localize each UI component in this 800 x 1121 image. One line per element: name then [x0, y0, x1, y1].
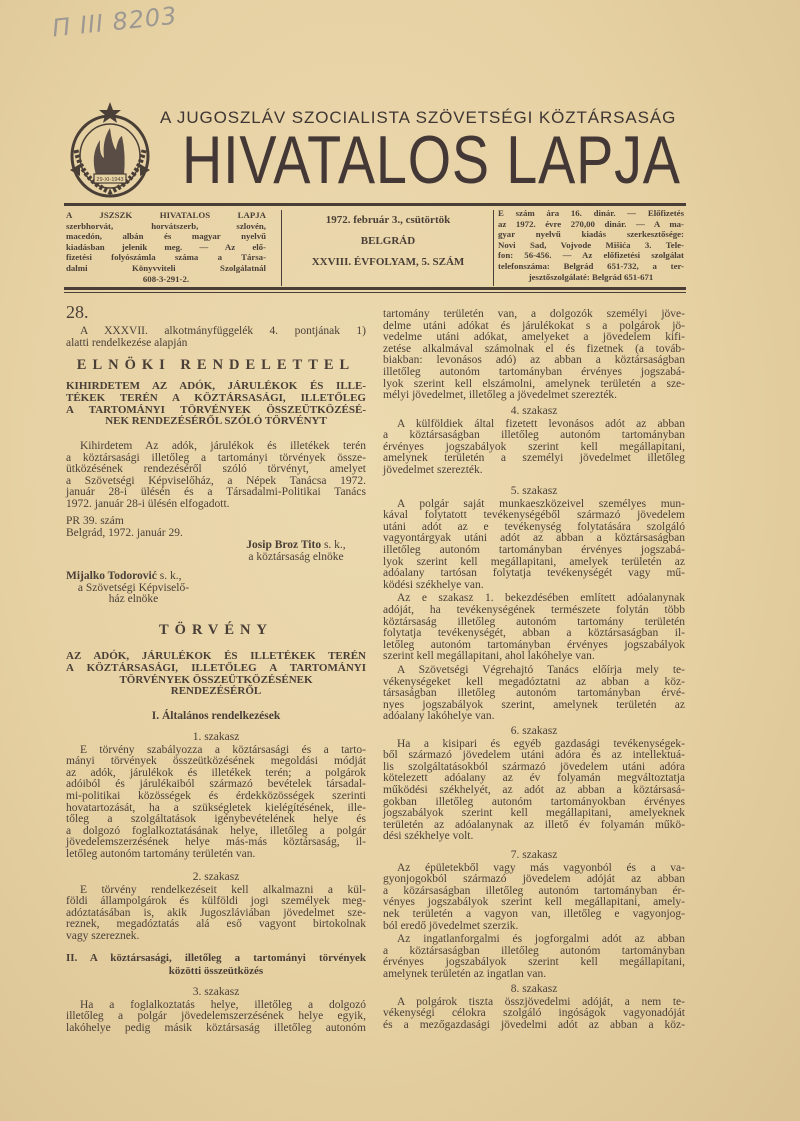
text-line: a Szövetségi Képviselőház, a Népek Tanácsa 1972. — [66, 474, 366, 487]
section-3-continuation — [383, 309, 685, 402]
section-heading: 1. szakasz — [192, 731, 240, 743]
text-line: a közársaságban illetőleg autonóm tartományban ér- — [383, 884, 685, 897]
text-line: ütközésének rendezéséről szóló törvényt, amelyet — [66, 463, 366, 476]
text-line: letőleg autonóm tartomány területén van. — [66, 847, 256, 860]
text-line: TÉKEK TERÉN A KÖZTÁRSASÁGI, ILLETŐLEG — [66, 391, 366, 404]
text-line: jogszabályok szerint kell megállapitani, amelyeknek — [383, 807, 685, 820]
text-line: A JSZSZK HIVATALOS LAPJA — [66, 210, 266, 220]
text-line: szerbhorvát, horvátszerb, szlovén, — [66, 220, 266, 231]
text-line: vékenységeket kell megadóztatni az abban a köz- — [383, 675, 685, 688]
text-line: E törvény szabályozza a köztársasági és a tarto- — [80, 743, 366, 756]
part-1-heading: I. Általános rendelkezések — [151, 710, 281, 722]
text-line: utáni adót az e tevékenység folytatására szolgáló — [383, 520, 685, 533]
proclamation-paragraph — [66, 441, 366, 511]
text-line: társaságban illetőleg autonóm tartományban érvé- — [383, 687, 685, 700]
text-line: ből származó jövedelem utáni adóra és az intellektuá- — [383, 749, 685, 762]
text-line: Novi Sad, Vojvode Mišića 3. Tele- — [498, 239, 684, 250]
text-line: működési székhelyét, az adót az abban a köztársasá- — [383, 783, 685, 796]
section-text — [383, 593, 685, 663]
text-line: Belgrád, 1972. január 29. — [66, 526, 183, 539]
info-box-bottom-thin-rule — [64, 292, 686, 293]
state-emblem-icon — [66, 100, 154, 200]
text-line: területén az adóalanynak az illető év folyamán műkö- — [383, 818, 685, 831]
text-line: E szám ára 16. dinár. — Előfizetés — [498, 208, 684, 218]
section-7 — [383, 850, 685, 981]
text-line: vényes jogszabályok szerint kell megállapitani, amely- — [383, 896, 685, 909]
section-text — [66, 1000, 366, 1035]
text-line: ködési székhelye van. — [383, 578, 484, 591]
section-heading: 6. szakasz — [510, 725, 558, 737]
text-line: biakban: levonásos adó) az abban a köztársaságban — [383, 354, 685, 367]
text-line: gyonjogokból származó jövedelem adóját az abban — [383, 873, 685, 886]
text-line: gyar nyelvű kiadás szerkesztősége: — [498, 229, 684, 240]
text-line: a Szövetségi Képviselő- — [77, 581, 190, 594]
text-line: kával folytatott tevékenységéből származó jövedelem — [383, 509, 685, 522]
text-line: A Szövetségi Végrehajtó Tanács előírja mely te- — [397, 663, 685, 676]
signatory-name: Mijalko Todorović — [66, 570, 157, 582]
text-line: szerint kell megállapitani, ahol lakóhelye van. — [383, 650, 595, 663]
text-line: NEK RENDEZÉSÉRŐL SZÓLÓ TÖRVÉNYT — [105, 415, 327, 428]
signature-assembly-president — [66, 571, 201, 606]
text-line: a köztársasági illetőleg a tartományi törvények össze- — [66, 451, 366, 464]
text-line: jövedelemszerzésének helye más-más köztársaság, il- — [66, 836, 366, 849]
text-line: A KÖZTÁRSASÁGI, ILLETŐLEG A TARTOMÁNYI — [66, 661, 366, 674]
handwritten-archive-note: Π III 8203 — [50, 1, 179, 43]
text-line: letőleg autonóm tartományban érvényes jogszabályok — [383, 638, 685, 651]
text-line: a köztársaságban illetőleg autonóm tartományban — [383, 944, 685, 957]
text-line: közötti összeütközés — [168, 964, 264, 977]
text-line: lis szolgáltatásokból származó jövedelem utáni adóra — [383, 760, 685, 773]
text-line: folytatja tevékenységét, abban a köztársaságban il- — [383, 627, 685, 640]
text-line: E törvény rendelkezéseit kell alkalmazni a kül- — [80, 883, 366, 896]
text-line: ház elnöke — [108, 593, 159, 606]
text-line: II. A köztársasági, illetőleg a tartományi törvények — [66, 952, 366, 964]
text-line: január 28-i ülésén és a Társadalmi-Politikai Tanács — [66, 486, 366, 499]
text-line: BELGRÁD — [360, 235, 416, 247]
text-line: adóalany lakóhelye van. — [383, 710, 495, 723]
text-line: fizetési folyószámla száma a Társa- — [66, 252, 266, 263]
signatory-suffix: s. k., — [321, 539, 346, 551]
section-text — [66, 885, 366, 943]
signatory-title: a köztársaság elnöke — [248, 550, 344, 563]
signature-president — [230, 540, 362, 563]
section-text — [383, 997, 685, 1032]
text-line: 608-3-291-2. — [142, 273, 190, 284]
text-line: reznek, megadóztatás alá eső vagyont birtokolnak — [66, 918, 366, 931]
text-line: fon: 56-456. — Az előfizetési szolgálat — [498, 250, 684, 261]
text-line: telefonszáma: Belgrád 651-732, a ter- — [498, 260, 684, 271]
text-line: amelynek területén az ingatlan van. — [383, 967, 547, 980]
text-line: mányi törvények összeütközésének megoldási módját — [66, 755, 366, 768]
law-heading: TÖRVÉNY — [159, 622, 273, 638]
section-heading: 7. szakasz — [510, 849, 558, 861]
text-line: jesztőszolgálaté: Belgrád 651-671 — [528, 271, 654, 282]
text-line: A XXXVII. alkotmányfüggelék 4. pontjának 1) — [80, 325, 366, 337]
text-line: adóztatásában is, akik Jugoszláviában jövedelmet sze- — [66, 906, 366, 919]
info-box-divider — [493, 210, 494, 286]
info-box-bottom-rule — [64, 287, 686, 290]
text-line: ból eredő jövedelmet szerzik. — [383, 919, 519, 932]
text-line: RENDEZÉSÉRŐL — [170, 685, 262, 698]
decree-title — [66, 381, 366, 428]
text-line: A külföldiek által fizetett levonásos adót az abban — [397, 417, 685, 430]
info-box-top-rule — [64, 203, 686, 206]
section-heading: 8. szakasz — [510, 983, 558, 995]
text-line: amelynek területén a személyi jövedelmet illetőleg — [383, 452, 685, 465]
text-line: 1972. január 28-i ülésén elfogadott. — [66, 497, 230, 510]
text-line: a köztársaságban illetőleg autonóm tartományban — [383, 429, 685, 442]
text-line: KIHIRDETEM AZ ADÓK, JÁRULÉKOK ÉS ILLE- — [66, 380, 366, 392]
masthead-subtitle: A JUGOSZLÁV SZOCIALISTA SZÖVETSÉGI KÖZTÁRSASÁG — [160, 108, 677, 127]
text-line: adóiból és járulékaiból származó bevételek társadal- — [66, 778, 366, 791]
text-line: lyok szerint kell elszámolni, amelynek területén a sze- — [383, 377, 685, 390]
text-line: illetőleg autonóm tartományban érvényes jogszabá- — [383, 543, 685, 556]
text-line: dalmi Könyvviteli Szolgálatnál — [66, 262, 266, 273]
text-line: Kihirdetem Az adók, járulékok és illetékek terén — [80, 440, 366, 452]
text-line: XXVIII. ÉVFOLYAM, 5. SZÁM — [311, 256, 465, 268]
text-line: illetőleg a polgár jövedelemszerzésének helye egyik, — [66, 1010, 366, 1023]
section-text — [383, 934, 685, 980]
info-box-divider — [281, 210, 282, 286]
text-line: és a mezőgazdasági jövedelmi adót az abban a köz- — [383, 1018, 685, 1031]
text-line: a dolgozó foglalkoztatásának helye, illetőleg a polgár — [66, 824, 366, 837]
signatory-title — [66, 583, 201, 606]
text-line: zetése alkalmával számolnak el és fizetnek (a továb- — [383, 342, 685, 355]
section-heading: 3. szakasz — [192, 986, 240, 998]
text-line: TÖRVÉNYEK ÖSSZEÜTKÖZÉSÉNEK — [119, 673, 313, 686]
text-line: köztársaság illetőleg autonóm tartomány területén — [383, 615, 685, 628]
text-line: alatti rendelkezése alapján — [66, 336, 188, 349]
text-line: kiadásban jelenik meg. — Az elő- — [66, 241, 266, 252]
text-line: delme utáni adókat és járulékokat s a polgárok jö- — [383, 319, 685, 332]
text-line: 1972. február 3., csütörtök — [325, 214, 451, 226]
text-line: A polgárok tiszta összjövedelmi adóját, a nem te- — [397, 995, 685, 1008]
section-heading: 4. szakasz — [510, 405, 558, 417]
text-line: vékenységi célokra szolgáló ingóságok vagyonadóját — [383, 1007, 685, 1020]
text-line: illetőleg autonóm tartományban érvényes jogszabá- — [383, 365, 685, 378]
decree-reference — [66, 516, 366, 539]
text-line: AZ ADÓK, JÁRULÉKOK ÉS ILLETÉKEK TERÉN — [66, 650, 366, 662]
text-line: földi állampolgárok és külföldi jogi személyek meg- — [66, 895, 366, 908]
section-text — [383, 419, 685, 477]
text-line: gokban illetőleg autonóm tartományokban érvényes — [383, 795, 685, 808]
text-line: kötelezett adóalany az év folyamán megváltoztatja — [383, 772, 685, 785]
text-line: PR 39. szám — [66, 515, 124, 527]
text-line: az 1972. évre 270,00 dinár. — A ma- — [498, 218, 684, 229]
text-line: tőleg a szolgáltatások igénybevételének helye és — [66, 813, 366, 826]
text-line: vagyontárgyak utáni adót az abban a köztársaságban — [383, 532, 685, 545]
section-text — [383, 739, 685, 843]
emblem-date: 29-XI-1943 — [96, 177, 124, 183]
section-5 — [383, 486, 685, 723]
section-text — [383, 665, 685, 723]
text-line: Ha a foglalkoztatás helye, illetőleg a dolgozó — [80, 998, 366, 1011]
text-line: macedón, albán és magyar nyelvű — [66, 231, 266, 242]
text-line: érvényes jogszabályok szerint kell megállapitani, — [383, 440, 685, 453]
text-line: nek területén a vagyon van, illetőleg e vagyonjog- — [383, 907, 685, 920]
text-line: lyok szerint kell megállapitani, amelyek területén az — [383, 555, 685, 568]
text-line: nyes jogszabályok szerint, amelynek területén az — [383, 698, 685, 711]
section-4 — [383, 406, 685, 477]
text-line: hovatartozását, ha a szükségletek kielégítésének, ille- — [66, 801, 366, 814]
law-title — [66, 651, 366, 698]
text-line: dési székhelye volt. — [383, 830, 474, 843]
text-line: tartomány területén van, a dolgozók személyi jöve- — [383, 308, 685, 320]
text-line: az adók, járulékok és illetékek terén; a polgárok — [66, 766, 366, 779]
signatory-suffix: s. k., — [156, 570, 182, 582]
document-number: 28. — [66, 302, 89, 322]
text-line: Az épületekből vagy más vagyonból és a va- — [397, 861, 685, 874]
text-line: Ha a kisipari és egyéb gazdasági tevékenységek- — [397, 737, 685, 750]
section-6 — [383, 726, 685, 843]
intro-paragraph — [66, 326, 366, 349]
text-line: lakóhelye pedig másik köztársaság illetőleg autonóm — [66, 1021, 366, 1034]
publication-info — [66, 210, 266, 284]
section-3 — [66, 987, 366, 1034]
text-line: adóalany tartósan folytatja tevékenységét vagy mű- — [383, 567, 685, 580]
text-line: mélyi jövedelmet, illetőleg a jövedelmet szerezték. — [383, 389, 618, 402]
part-2-heading — [66, 952, 366, 977]
text-line: jövedelmet szerezték. — [383, 463, 483, 476]
text-line: Az ingatlanforgalmi és jogforgalmi adót az abban — [397, 933, 685, 946]
section-2 — [66, 872, 366, 943]
section-text — [383, 499, 685, 592]
signatory-name: Josip Broz Tito — [246, 539, 322, 551]
section-text — [66, 745, 366, 861]
subscription-info — [498, 208, 684, 282]
text-line: vagy szereznek. — [66, 929, 140, 942]
text-line: mi-politikai közösségek és érdekközösségek szerinti — [66, 789, 366, 802]
text-line: A TARTOMÁNYI TÖRVÉNYEK ÖSSZEÜTKÖZÉSÉ- — [66, 403, 366, 416]
section-1 — [66, 732, 366, 861]
section-heading: 5. szakasz — [510, 485, 558, 497]
text-line: Az e szakasz 1. bekezdésében említett adóalanynak — [397, 592, 685, 605]
masthead-title: HIVATALOS LAPJA — [182, 122, 681, 198]
text-line: adóját, ha tevékenységének természete folytán több — [383, 603, 685, 616]
decree-heading: ELNÖKI RENDELETTEL — [76, 357, 356, 373]
section-text — [383, 863, 685, 933]
text-line: vedelme utáni adókat, amelyeket a jövedelem kifi- — [383, 331, 685, 344]
issue-date-and-number — [288, 210, 488, 273]
text-line: A polgár saját munkaeszközeivel személyes mun- — [397, 497, 685, 510]
text-line: érvényes jogszabályok szerint kell megállapitani, — [383, 956, 685, 969]
section-heading: 2. szakasz — [192, 871, 240, 883]
section-8 — [383, 984, 685, 1031]
